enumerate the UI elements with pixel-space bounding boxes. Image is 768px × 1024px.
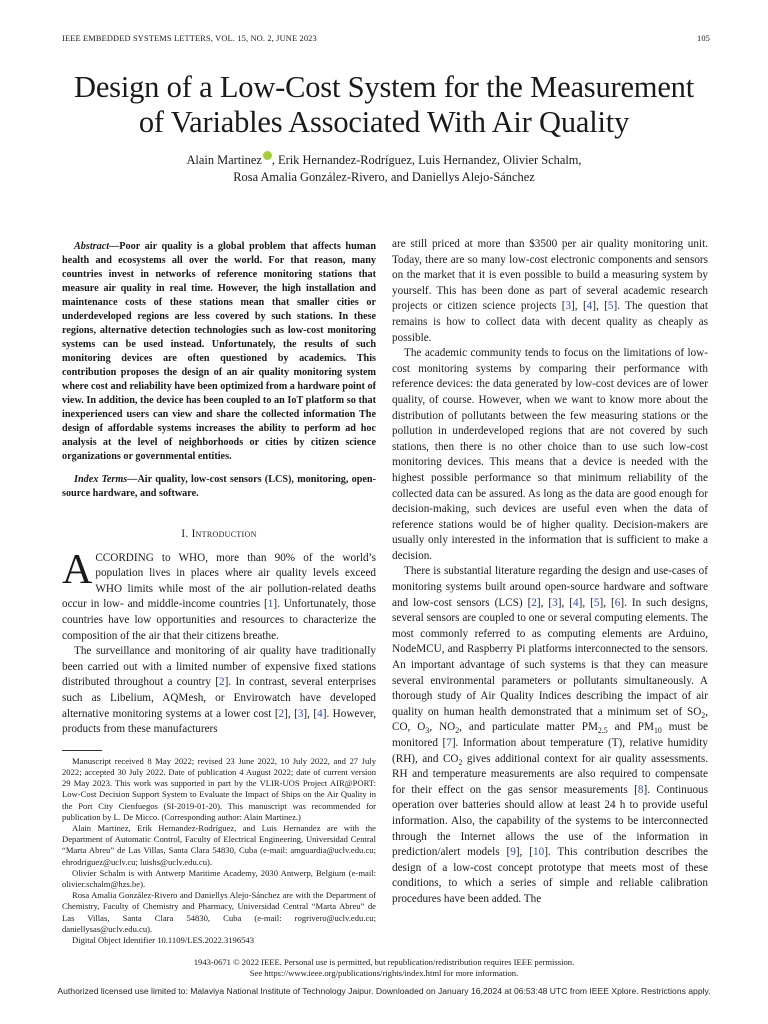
copyright-notice [0,957,768,979]
citation-link[interactable]: 3 [565,300,572,313]
citation-link[interactable]: 5 [593,596,600,609]
paragraph-3-part-d: , and particulate matter PM [459,721,598,734]
citation-link[interactable]: 1 [267,598,274,611]
right-column [392,237,708,908]
journal-name: IEEE EMBEDDED SYSTEMS LETTERS, VOL. 15, NO. 2, JUNE 2023 [62,34,317,43]
body-paragraph-3 [392,564,708,907]
subscript: 10 [653,726,662,736]
citation-link[interactable]: 3 [297,707,304,720]
citation-link[interactable]: 4 [586,300,593,313]
copyright-line-1: 1943-0671 © 2022 IEEE. Personal use is permitted, but republication/redistribution requires IEEE permission. [193,957,575,967]
abstract-label: Abstract— [74,241,120,252]
index-terms-label: Index Terms— [74,474,138,485]
intro-paragraph-1-text: CCORDING to WHO, more than 90% of the world’s population lives in places where air quality levels exceed WHO limits while most of the air pollution-related deaths occur in low- and middle-income countries [1]. Unfortunately, those countries have low opportunities and resources to characterize the composition of the air that their citizens breathe. [62,551,376,642]
index-terms [62,473,376,501]
footnote-doi: Digital Object Identifier 10.1109/LES.2022.3196543 [72,934,255,945]
citation-link[interactable]: 5 [607,300,614,313]
drop-cap: A [62,546,93,593]
subscript: 2 [701,711,706,721]
subscript: 2 [455,726,460,736]
abstract [62,240,376,464]
author-line-1 [80,151,688,169]
subscript: 3 [425,726,430,736]
citation-link[interactable]: 2 [219,676,225,689]
paragraph-3-part-c: , NO [429,721,456,734]
citation-link[interactable]: 7 [446,737,452,749]
citation-link[interactable]: 9 [510,846,516,859]
citation-link[interactable]: 8 [637,783,644,796]
footnote-affiliation-2: Olivier Schalm is with Antwerp Maritime Academy, 2030 Antwerp, Belgium (e-mail: olivier.schalm@hzs.be). [62,867,376,889]
body-paragraph-2: The academic community tends to focus on the limitations of low-cost monitoring systems by comparing their performance with reference devices: the data generated by low-cost devices are of lower quality, of course. However, when we want to know more about the distribution of pollutants between the few measuring stations or the pollution in underdeveloped regions that are not covered by such stations, then there is no other choice than to use such low-cost monitoring devices. This means that a device is needed with the highest possible performance so that minimum reliability of the collected data can be assured. As long as the data are good enough for decision-making, such devices are useful even when the data of reference stations would be of higher quality. Decision-makers are usually only interested in the information that is sufficient to make a decision. [392,347,708,562]
citation-link[interactable]: 4 [573,596,579,609]
left-column [62,240,376,946]
section-number: I. [181,528,192,540]
paragraph-3-part-g: gives additional context for air quality assessments. RH and temperature measurements are also required to compensate for their effect on the gas sensor measurements [8]. Continuous operation over batteries should allow at least 24 h to provide useful information. Also, the capability of the systems to be interconnected through the Internet allows the use of the information in prediction/alert models [9], [10]. This contribution describes the design of a low-cost concept prototype that meets most of these conditions, to which a series of simple and reliable calibration procedures have been added. The [392,752,709,905]
citation-link[interactable]: 3 [552,596,558,609]
citation-link[interactable]: 10 [533,846,545,859]
copyright-line-2: See https://www.ieee.org/publications/rights/index.html for more information. [249,968,519,978]
footnote-affiliation-3: Rosa Amalia González-Rivero and Daniellys Alejo-Sánchez are with the Department of Chemistry, Faculty of Chemistry and Pharmacy, Universidad Central “Marta Abreu” de Las Villas, Santa Clara 54830, Cuba (e-mail: rogrivero@uclv.edu.cu; daniellysas@uclv.edu.cu). [62,890,376,934]
abstract-body: Poor air quality is a global problem that affects human health and ecosystems all over the world. For that reason, many countries invest in networks of reference monitoring stations that measure air quality in real time. However, the high installation and maintenance costs of these stations mean that smaller cities or underdeveloped regions are less covered by such stations. In these regions, alternative detection technologies such as low-cost monitoring systems can be used instead. Unfortunately, the results of such monitoring devices are often questioned by academics. This contribution proposes the design of an air quality monitoring system where cost and reliability have been optimized from a hardware point of view. In addition, the device has been coupled to an IoT platform so that inexperienced users can view and share the collected information The design of affordable systems increases the ability to perform ad hoc analysis at the level of neighborhoods or cities by citizen science organizations or governmental entities. [62,241,376,462]
author-line-1-rest: , Erik Hernandez-Rodríguez, Luis Hernandez, Olivier Schalm, [271,153,582,167]
page-number: 105 [696,34,710,43]
running-header [62,34,710,43]
index-terms-body: Air quality, low-cost sensors (LCS), monitoring, open-source hardware, and software. [62,474,376,499]
title-line-2: of Variables Associated With Air Quality [138,105,630,139]
subscript: 2.5 [597,726,608,736]
citation-link[interactable]: 2 [531,596,537,609]
paper-title [40,70,728,140]
citation-link[interactable]: 2 [278,707,285,720]
paragraph-3-part-b: , CO, O [392,705,708,734]
footnote-affiliation-1: Alain Martinez, Erik Hernandez-Rodríguez, and Luis Hernandez are with the Department of Automatic Control, Faculty of Electrical Engineering, Universidad Central “Marta Abreu” de Las Villas, Santa Clara 54830, Cuba (e-mail: amguardia@uclv.edu.cu; ehrodriguez@uclv.cu; luishs@uclv.edu.cu). [62,822,376,867]
intro-paragraph-1 [62,546,376,645]
subscript: 2 [458,757,463,767]
footnote-divider [62,750,102,751]
intro-paragraph-2: The surveillance and monitoring of air quality have traditionally been carried out with a limited number of expensive fixed stations distributed throughout a country [2]. In contrast, several enterprises such as Libelium, AQMesh, or Envirowatch have developed alternative monitoring systems at a lower cost [2], [3], [4]. However, products from these manufacturers [62,645,377,736]
paragraph-3-part-a: There is substantial literature regarding the design and use-cases of monitoring systems built around open-source hardware and software and low-cost sensors (LCS) [2], [3], [4], [5], [6]. In such designs, several sensors are coupled to one or several computing elements. The most commonly referred to as computing elements are Arduino, NodeMCU, and Raspberry Pi platforms interconnected to the sensors. An important advantage of such systems is that they can measure several environmental parameters or pollutants simultaneously. A thorough study of Air Quality Indices describing the impact of air quality on human health demonstrated that a minimum set of SO [392,565,709,718]
footnotes [62,756,376,946]
paragraph-3-part-f: must be monitored [7]. Information about temperature (T), relative humidity (RH), and CO [392,721,708,765]
title-line-1: Design of a Low-Cost System for the Measurement [74,70,694,104]
citation-link[interactable]: 4 [317,707,323,720]
citation-link[interactable]: 6 [614,596,621,609]
author-list [80,151,688,186]
paragraph-3-part-e: and PM [607,721,654,734]
section-heading-introduction [62,527,376,543]
section-title: Introduction [191,528,257,540]
orcid-icon[interactable] [263,151,272,160]
footnote-manuscript: Manuscript received 8 May 2022; revised 23 June 2022, 10 July 2022, and 27 July 2022; accepted 30 July 2022. Date of publication 4 August 2022; date of current version 29 May 2023. This work was supported in part by the VLIR-UOS Project AIR@PORT: Low-Cost Decision Support System to Evaluate the Impact of Ships on the Air Quality in the Port City Cienfuegos (SI-2019-01-20). This manuscript was recommended for publication by L. De Micco. (Corresponding author: Alain Martinez.) [62,755,376,822]
body-paragraph-1: are still priced at more than $3500 per air quality monitoring unit. Today, there are so many low-cost electronic components and sensors on the market that it is even possible to build a measuring system by yourself. This has been done as part of several academic research projects or citizen science projects [3], [4], [5]. The question that remains is how to collect data with decent quality as cheaply as possible. [392,238,709,344]
first-author: Alain Martinez [186,153,262,167]
author-line-2: Rosa Amalia González-Rivero, and Daniellys Alejo-Sánchez [233,170,535,184]
license-notice: Authorized licensed use limited to: Malaviya National Institute of Technology Jaipur. Downloaded on January 16,2024 at 06:53:48 UTC from IEEE Xplore. Restrictions apply. [57,986,711,996]
